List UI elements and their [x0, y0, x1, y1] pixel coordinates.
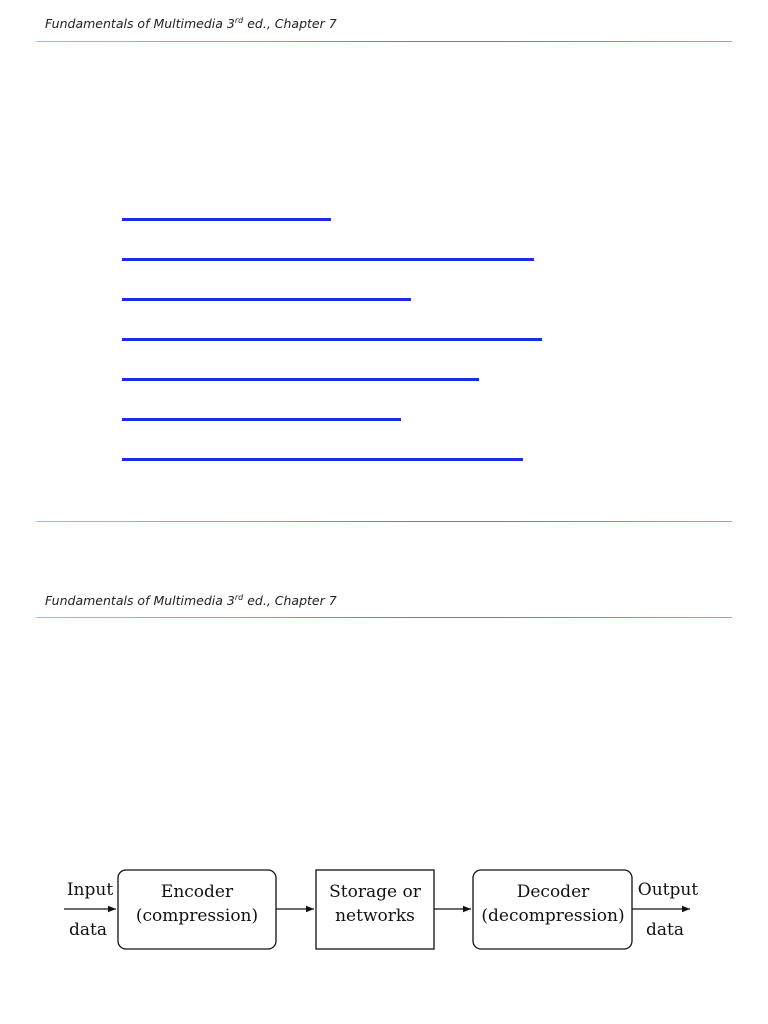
- encoder-label: Encoder: [160, 882, 234, 902]
- slide2-header-rule: [36, 617, 732, 618]
- storage-label: Storage or: [329, 882, 421, 902]
- slide1-link-list: [122, 212, 682, 472]
- toc-link-1[interactable]: [122, 218, 331, 221]
- slide1-header-suffix: ed., Chapter 7: [243, 16, 337, 32]
- slide1-header: [45, 16, 337, 31]
- input-label-top: Input: [66, 880, 114, 900]
- slide2-header: [45, 593, 337, 608]
- slide2-header-prefix: Fundamentals of Multimedia 3: [45, 593, 235, 609]
- decoder-label: Decoder: [516, 882, 590, 902]
- slide1-header-sup: rd: [234, 16, 244, 25]
- output-label-bottom: data: [646, 920, 684, 940]
- input-label-bottom: data: [69, 920, 107, 940]
- slide1-header-rule: [36, 41, 732, 42]
- slide1-header-prefix: Fundamentals of Multimedia 3: [45, 16, 235, 32]
- slide2-header-sup: rd: [234, 593, 244, 602]
- storage-sublabel: networks: [335, 906, 415, 926]
- compression-flow-diagram: [0, 860, 768, 970]
- toc-link-6[interactable]: [122, 418, 401, 421]
- toc-link-7[interactable]: [122, 458, 523, 461]
- slide2-header-suffix: ed., Chapter 7: [243, 593, 337, 609]
- toc-link-5[interactable]: [122, 378, 479, 381]
- toc-link-3[interactable]: [122, 298, 411, 301]
- output-label-top: Output: [637, 880, 699, 900]
- encoder-sublabel: (compression): [135, 906, 259, 926]
- slide1-footer-rule: [36, 521, 732, 522]
- toc-link-2[interactable]: [122, 258, 534, 261]
- toc-link-4[interactable]: [122, 338, 542, 341]
- decoder-sublabel: (decompression): [481, 906, 625, 926]
